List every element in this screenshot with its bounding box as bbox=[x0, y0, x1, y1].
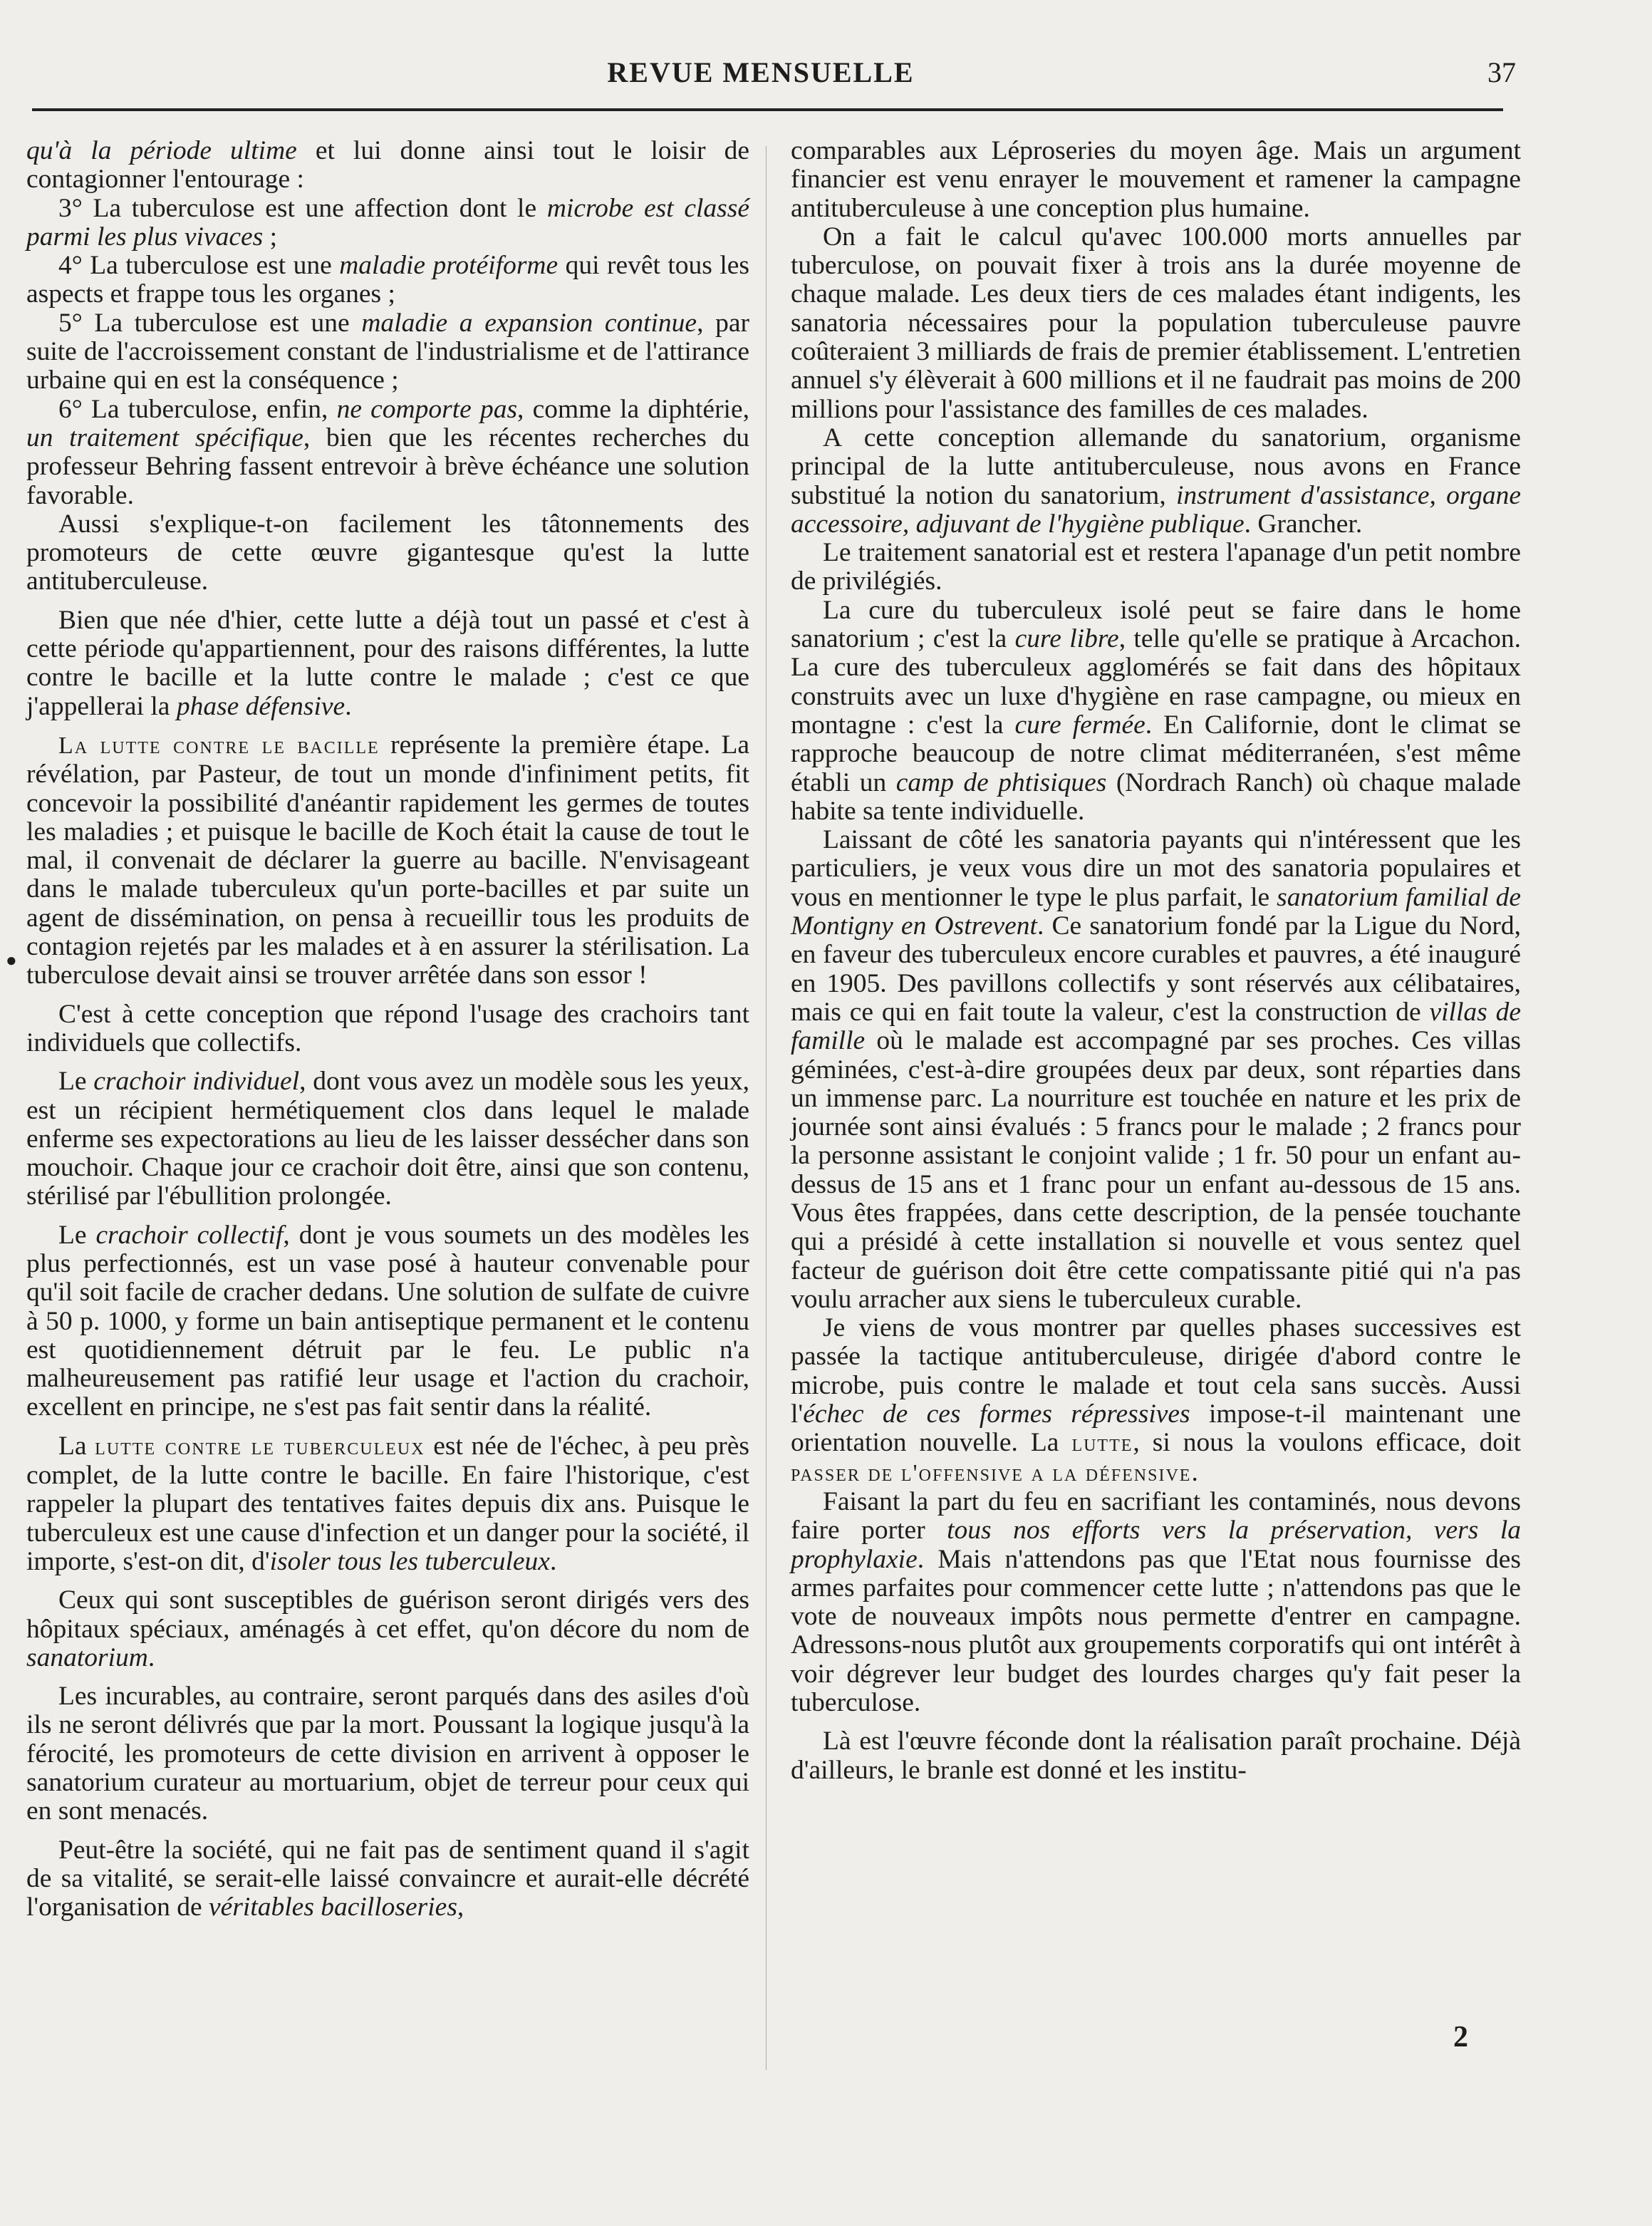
paragraph: Laissant de côté les sanatoria payants qui n'intéressent que les particuliers, je veux vous dire un mot des sanatoria populaires et vous en mentionner le type le plus parfait, le sanatorium familial de Montigny en Ostrevent. Ce sanatorium fondé par la Ligue du Nord, en faveur des tuberculeux encore curables et pauvres, a été inauguré en 1905. Des pavillons collectifs y sont réservés aux célibataires, mais ce qui en fait toute la valeur, c'est la construction de villas de famille où le malade est accompagné par ses proches. Ces villas géminées, c'est-à-dire groupées deux par deux, sont réparties dans un immense parc. La nourriture est touchée en nature et les prix de journée sont ainsi évalués : 5 francs pour le malade ; 2 francs pour la personne assistant le conjoint valide ; 1 fr. 50 pour un enfant au-dessus de 15 ans et 1 franc pour un enfant au-dessous de 15 ans. Vous êtes frappées, dans cette description, de la pensée touchante qui a présidé à cette installation si nouvelle et vous sentez quel facteur de guérison doit être cette compatissante pitié qui n'a pas voulu arracher aux siens le tuberculeux curable. bbox=[791, 825, 1522, 1314]
paragraph: Faisant la part du feu en sacrifiant les contaminés, nous devons faire porter tous nos efforts vers la préservation, vers la prophylaxie. Mais n'attendons pas que l'Etat nous fournisse des armes parfaites pour commencer cette lutte ; n'attendons pas que le vote de nouveaux impôts nous permette d'entrer en campagne. Adressons-nous plutôt aux groupements corporatifs qui ont intérêt à voir dégrever leur budget des lourdes charges qu'y fait peser la tuberculose. bbox=[791, 1486, 1521, 1718]
paragraph: Le crachoir collectif, dont je vous soumets un des modèles les plus perfectionnés, est un vase posé à hauteur convenable pour qu'il soit facile de cracher dedans. Une solution de sulfate de cuivre à 50 p. 1000, y forme un bain antiseptique permanent et le contenu est quotidiennement détruit par le feu. Le public n'a malheureusement pas ratifié leur usage et l'action du crachoir, excellent en principe, ne s'est pas fait sentir dans la réalité. bbox=[26, 1220, 749, 1422]
paragraph: A cette conception allemande du sanatorium, organisme principal de la lutte antituberculeuse, nous avons en France substitué la notion du sanatorium, instrument d'assistance, organe accessoire, adjuvant de l'hygiène publique. Grancher. bbox=[791, 423, 1521, 539]
paragraph: Je viens de vous montrer par quelles phases successives est passée la tactique antituberculeuse, dirigée d'abord contre le microbe, puis contre le malade et tout cela sans succès. Aussi l'échec de ces formes répressives impose-t-il maintenant une orientation nouvelle. La lutte, si nous la voulons efficace, doit passer de l'offensive a la défensive. bbox=[791, 1313, 1521, 1487]
paragraph: comparables aux Léproseries du moyen âge. Mais un argument financier est venu enrayer le mouvement et ramener la campagne antituberculeuse à une conception plus humaine. bbox=[791, 136, 1521, 223]
paragraph: On a fait le calcul qu'avec 100.000 morts annuelles par tuberculose, on pouvait fixer à trois ans la durée moyenne de chaque malade. Les deux tiers de ces malades étant indigents, les sanatoria nécessaires pour la population tuberculeuse pauvre coûteraient 3 milliards de frais de premier établissement. L'entretien annuel s'y élèverait à 600 millions et il ne faudrait pas moins de 200 millions pour l'assistance des familles de ces malades. bbox=[791, 222, 1521, 424]
running-head bbox=[34, 56, 1516, 98]
paragraph: Le traitement sanatorial est et restera l'apanage d'un petit nombre de privilégiés. bbox=[791, 538, 1521, 596]
paragraph: La lutte contre le bacille représente la première étape. La révélation, par Pasteur, de tout un monde d'infiniment petits, fit concevoir la possibilité d'anéantir rapidement les germes de toutes les maladies ; et puisque le bacille de Koch était la cause de tout le mal, il convenait de déclarer la guerre au bacille. N'envisageant dans le malade tuberculeux qu'un porte-bacilles et par suite un agent de dissémination, on pensa à recueillir tous les produits de contagion rejetés par les malades et à en assurer la stérilisation. La tuberculose devait ainsi se trouver arrêtée dans son essor ! bbox=[26, 730, 749, 990]
header-rule bbox=[32, 108, 1503, 111]
journal-title: REVUE MENSUELLE bbox=[607, 56, 915, 88]
paragraph: Les incurables, au contraire, seront parqués dans des asiles d'où ils ne seront délivrés que par la mort. Poussant la logique jusqu'à la férocité, les promoteurs de cette division en arrivent à opposer le sanatorium curateur au mortuarium, objet de terreur pour ceux qui en sont menacés. bbox=[26, 1682, 749, 1826]
margin-bullet-mark: ● bbox=[6, 950, 17, 970]
column-divider bbox=[766, 146, 767, 2070]
page-number: 37 bbox=[1487, 56, 1516, 88]
paragraph: Peut-être la société, qui ne fait pas de sentiment quand il s'agit de sa vitalité, se serait-elle laissé convaincre et aurait-elle décrété l'organisation de véritables bacilloseries, bbox=[26, 1835, 749, 1922]
paragraph: 3° La tuberculose est une affection dont le microbe est classé parmi les plus vivaces ; bbox=[26, 193, 749, 252]
paragraph: Aussi s'explique-t-on facilement les tâtonnements des promoteurs de cette œuvre gigantesque qu'est la lutte antituberculeuse. bbox=[26, 509, 749, 596]
paragraph: Là est l'œuvre féconde dont la réalisation paraît prochaine. Déjà d'ailleurs, le branle est donné et les institu- bbox=[791, 1727, 1521, 1785]
paragraph: 4° La tuberculose est une maladie protéiforme qui revêt tous les aspects et frappe tous les organes ; bbox=[26, 251, 749, 309]
sheet-signature-number: 2 bbox=[1453, 2021, 1468, 2054]
paragraph: 6° La tuberculose, enfin, ne comporte pas, comme la diphtérie, un traitement spécifique, bien que les récentes recherches du professeur Behring fassent entrevoir à brève échéance une solution favorable. bbox=[26, 394, 750, 510]
paragraph: qu'à la période ultime et lui donne ainsi tout le loisir de contagionner l'entourage : bbox=[26, 136, 749, 195]
paragraph: La lutte contre le tuberculeux est née de l'échec, à peu près complet, de la lutte contre le bacille. En faire l'historique, c'est rappeler la plupart des tentatives faites depuis dix ans. Puisque le tuberculeux est une cause d'infection et un danger pour la société, il importe, s'est-on dit, d'isoler tous les tuberculeux. bbox=[26, 1431, 749, 1576]
paragraph: Ceux qui sont susceptibles de guérison seront dirigés vers des hôpitaux spéciaux, aménagés à cet effet, qu'on décore du nom de sanatorium. bbox=[26, 1585, 749, 1672]
paragraph: Bien que née d'hier, cette lutte a déjà tout un passé et c'est à cette période qu'appartiennent, pour des raisons différentes, la lutte contre le bacille et la lutte contre le malade ; c'est ce que j'appellerai la phase défensive. bbox=[26, 605, 749, 721]
paragraph: C'est à cette conception que répond l'usage des crachoirs tant individuels que collectifs. bbox=[26, 999, 749, 1057]
paragraph: La cure du tuberculeux isolé peut se faire dans le home sanatorium ; c'est la cure libre, telle qu'elle se pratique à Arcachon. La cure des tuberculeux agglomérés se fait dans des hôpitaux construits avec un luxe d'hygiène en rase campagne, ou mieux en montagne : c'est la cure fermée. En Californie, dont le climat se rapproche beaucoup de notre climat méditerranéen, s'est même établi un camp de phtisiques (Nordrach Ranch) où chaque malade habite sa tente individuelle. bbox=[791, 595, 1521, 826]
paragraph: 5° La tuberculose est une maladie a expansion continue, par suite de l'accroissement constant de l'industrialisme et de l'attirance urbaine qui en est la conséquence ; bbox=[26, 308, 750, 395]
paragraph: Le crachoir individuel, dont vous avez un modèle sous les yeux, est un récipient hermétiquement clos dans lequel le malade enferme ses expectorations au lieu de les laisser dessécher dans son mouchoir. Chaque jour ce crachoir doit être, ainsi que son contenu, stérilisé par l'ébullition prolongée. bbox=[26, 1067, 749, 1211]
right-column bbox=[791, 137, 1521, 1785]
left-column bbox=[26, 137, 749, 1922]
